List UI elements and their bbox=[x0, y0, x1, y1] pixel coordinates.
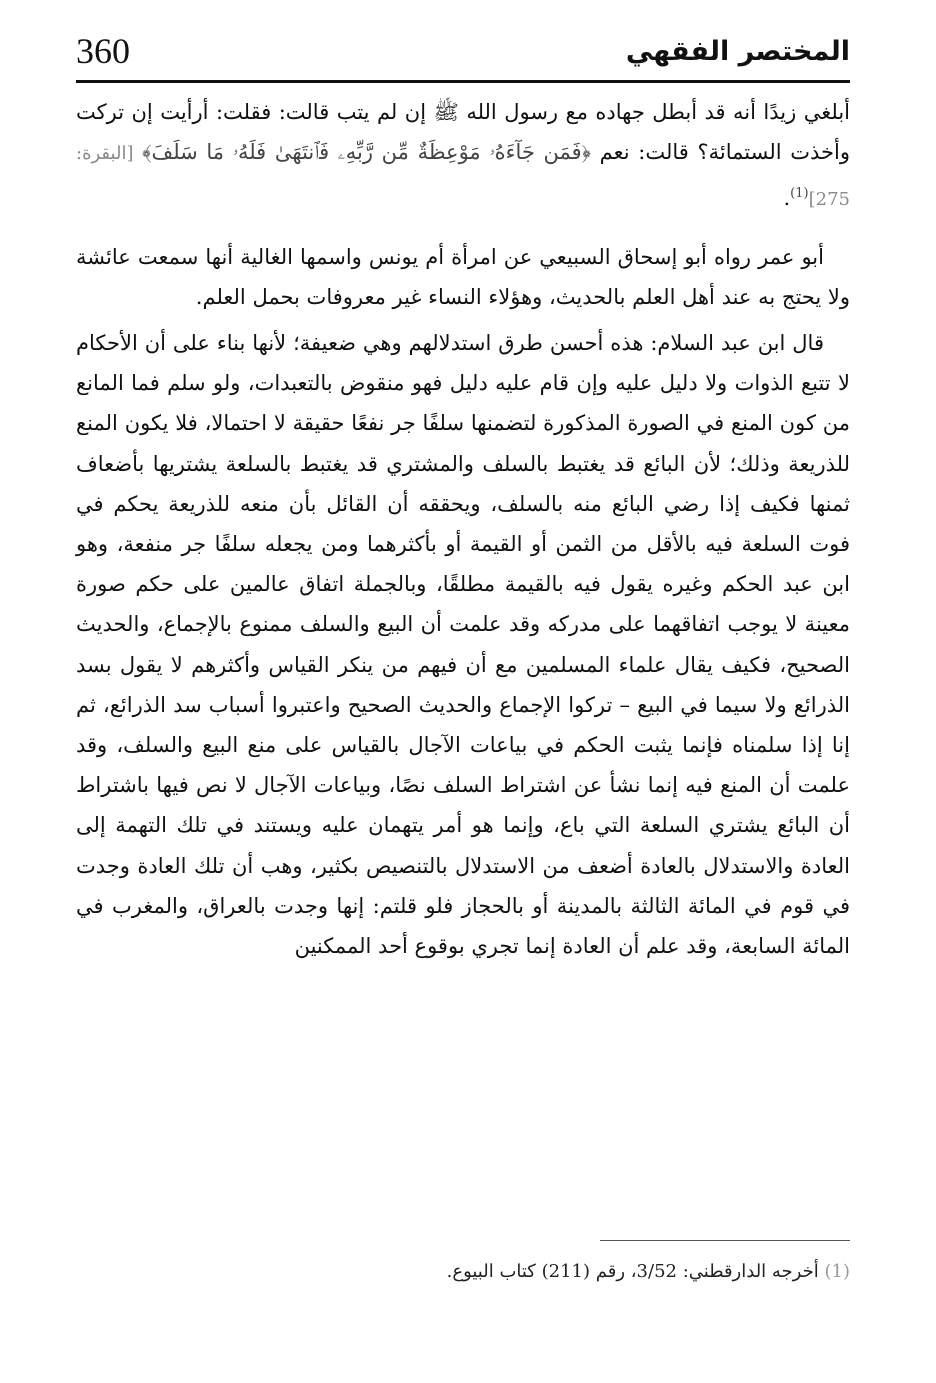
running-title: المختصر الفقهي bbox=[625, 36, 850, 67]
footnote-marker[interactable]: (1) bbox=[790, 186, 809, 202]
footnote-rule bbox=[600, 1240, 850, 1241]
paragraph-1-end: . bbox=[783, 186, 791, 211]
footnote bbox=[76, 1257, 850, 1287]
paragraph-1 bbox=[76, 92, 850, 221]
page-body bbox=[76, 92, 850, 966]
quran-verse: ﴿فَمَن جَآءَهُۥ مَوْعِظَةٌ مِّن رَّبِّهِۦ فَٱنتَهَىٰ فَلَهُۥ مَا سَلَفَ﴾ bbox=[142, 140, 591, 165]
page-header bbox=[76, 28, 850, 76]
quran-reference: [البقرة: 275] bbox=[76, 143, 850, 211]
footnote-number: (1) bbox=[824, 1261, 850, 1282]
paragraph-1-text: أبلغي زيدًا أنه قد أبطل جهاده مع رسول الله ﷺ إن لم يتب قالت: فقلت: أرأيت إن تركت وأخذت الستمائة؟ قالت: نعم bbox=[76, 100, 850, 165]
page-number: 360 bbox=[76, 31, 130, 71]
footnote-text: أخرجه الدارقطني: 3/52، رقم (211) كتاب البيوع. bbox=[446, 1261, 819, 1282]
paragraph-2: أبو عمر رواه أبو إسحاق السبيعي عن امرأة أم يونس واسمها الغالية أنها سمعت عائشة ولا يحتج به عند أهل العلم بالحديث، وهؤلاء النساء غير معروفات بحمل العلم. bbox=[76, 244, 850, 309]
header-rule bbox=[76, 80, 850, 83]
paragraph-3: قال ابن عبد السلام: هذه أحسن طرق استدلالهم وهي ضعيفة؛ لأنها بناء على أن الأحكام لا تتبع الذوات ولا دليل عليه وإن قام عليه دليل فهو منقوض بالتعبدات، ولو سلم فما المانع من كون المنع في الصورة المذكورة لتضمنها سلفًا جر نفعًا حقيقة لا احتمالا، فلا يكون المنع للذريعة وذلك؛ لأن البائع قد يغتبط بالسلف والمشتري قد يغتبط بالسلعة يشتريها بأضعاف ثمنها فكيف إذا رضي البائع منه بالسلف، ويحققه أن القائل بأن منعه للذريعة يحكم في فوت السلعة فيه بالأقل من الثمن أو القيمة أو بأكثرهما ومن يجعله سلفًا جر منفعة، وهو ابن عبد الحكم وغيره يقول فيه بالقيمة مطلقًا، وبالجملة اتفاق عالمين على حكم صورة معينة لا يوجب اتفاقهما على مدركه وقد علمت أن البيع والسلف ممنوع بالإجماع، والحديث الصحيح، فكيف يقال علماء المسلمين مع أن فيهم من ينكر القياس وأكثرهم لا يقول بسد الذرائع ولا سيما في البيع – تركوا الإجماع والحديث الصحيح واعتبروا أسباب سد الذرائع، ثم إنا إذا سلمناه فإنما يثبت الحكم في بياعات الآجال بالقياس على منع البيع والسلف، وقد علمت أن المنع فيه إنما نشأ عن اشتراط السلف نصًا، وبياعات الآجال لا نص فيها باشتراط أن البائع يشتري السلعة التي باع، وإنما هو أمر يتهمان عليه ويستند في تلك التهمة إلى العادة والاستدلال بالعادة أضعف من الاستدلال بالتنصيص بكثير، وهب أن تلك العادة وجدت في قوم في المائة الثالثة بالمدينة أو بالحجاز فلو قلتم: إنها وجدت بالعراق، والمغرب في المائة السابعة، وقد علم أن العادة إنما تجري بوقوع أحد الممكنين bbox=[76, 331, 850, 959]
